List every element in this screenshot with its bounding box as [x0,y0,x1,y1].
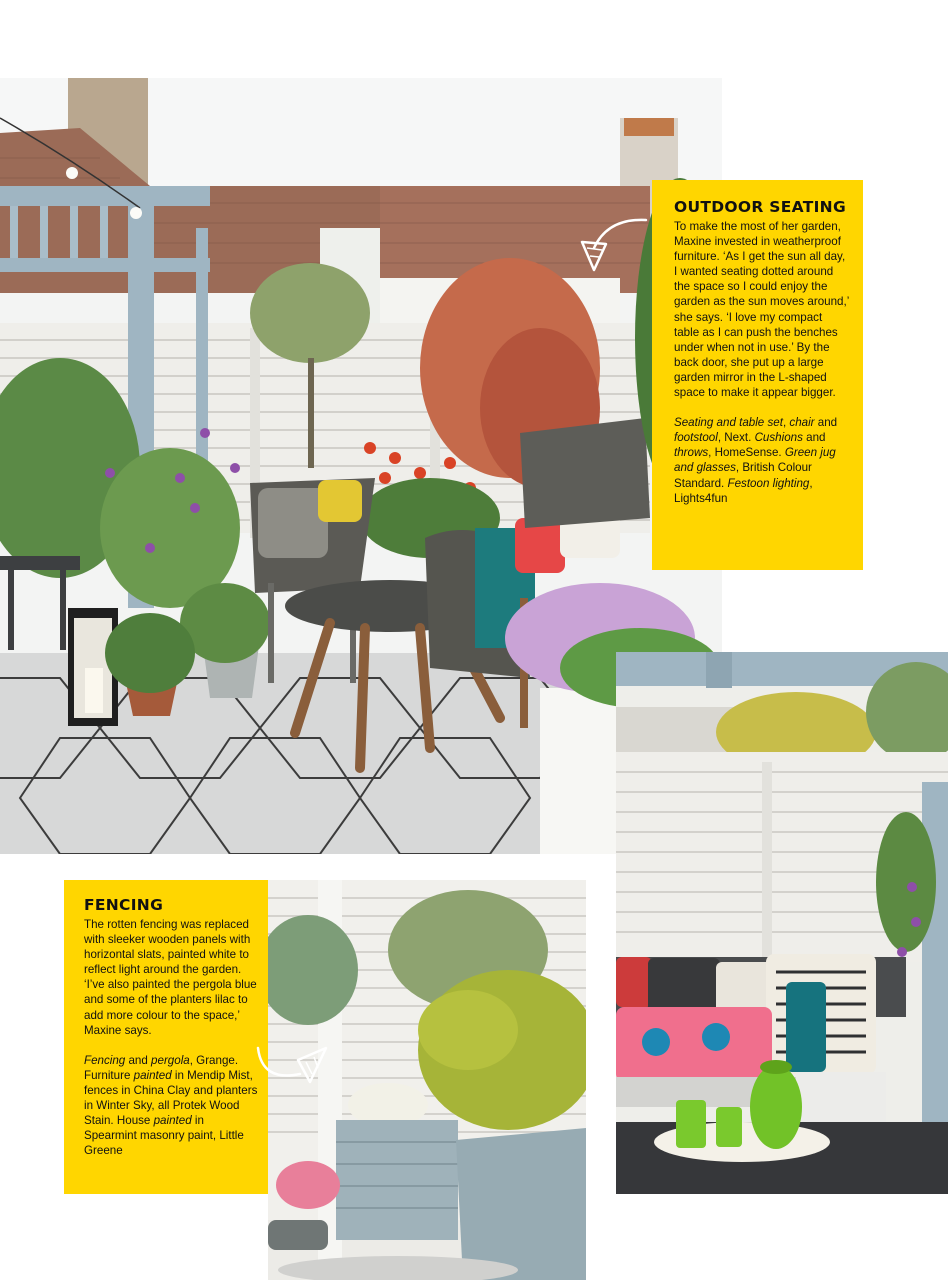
fencing-heading: FENCING [84,896,164,914]
hand-drawn-arrow-icon [252,1040,332,1090]
outdoor-seating-caption [652,180,863,570]
credit-text: in Spearmint masonry paint, Little Greene [84,1114,244,1158]
fencing-credits [84,1053,258,1159]
credit-text: , Grange. Furniture [84,1053,239,1082]
garden-photo-seating-corner [616,652,948,1194]
credit-item: Fencing [84,1053,126,1067]
outdoor-seating-credits [674,415,849,506]
credit-text: , Lights4fun [674,476,813,505]
credit-item: painted [153,1114,192,1128]
outdoor-seating-body: To make the most of her garden, Maxine invested in weatherproof furniture. ‘As I get the sun all day, I wanted seating dotted around the space so I could enjoy the garden as the sun moves around,’ she says. ‘I love my compact table as I can push the benches under when not in use.’ By the back door, she put up a large garden mirror in the L-shaped space to make it appear bigger. [674,220,849,400]
credit-text: , HomeSense. [708,446,785,460]
credit-text: , [782,416,790,430]
credit-item: footstool [674,431,718,445]
fencing-body: The rotten fencing was replaced with sleeker wooden panels with horizontal slats, painted white to reflect light around the garden. ‘I’ve also painted the pergola blue and some of the planters lilac to add more colour to the space,’ Maxine says. [84,918,257,1037]
fencing-caption [64,880,268,1194]
credit-text: , British Colour Standard. [674,461,812,490]
credit-item: Green jug and glasses [674,446,836,475]
credit-text: and [125,1053,152,1067]
credit-item: painted [133,1068,172,1082]
credit-item: Cushions [754,431,803,445]
credit-text: , Next. [717,431,755,445]
credit-item: throws [674,446,709,460]
hand-drawn-arrow-icon [578,214,650,278]
credit-item: Seating and table set [674,416,783,430]
credit-item: chair [789,416,815,430]
credit-text: in Mendip Mist, fences in China Clay and planters in Winter Sky, all Protek Wood Stain. House [84,1068,258,1128]
credit-item: Festoon lighting [727,476,810,490]
garden-photo-main [0,78,722,854]
outdoor-seating-heading: OUTDOOR SEATING [674,198,846,216]
credit-text: and [802,431,826,445]
credit-text: and [814,416,838,430]
credit-item: pergola [151,1053,190,1067]
